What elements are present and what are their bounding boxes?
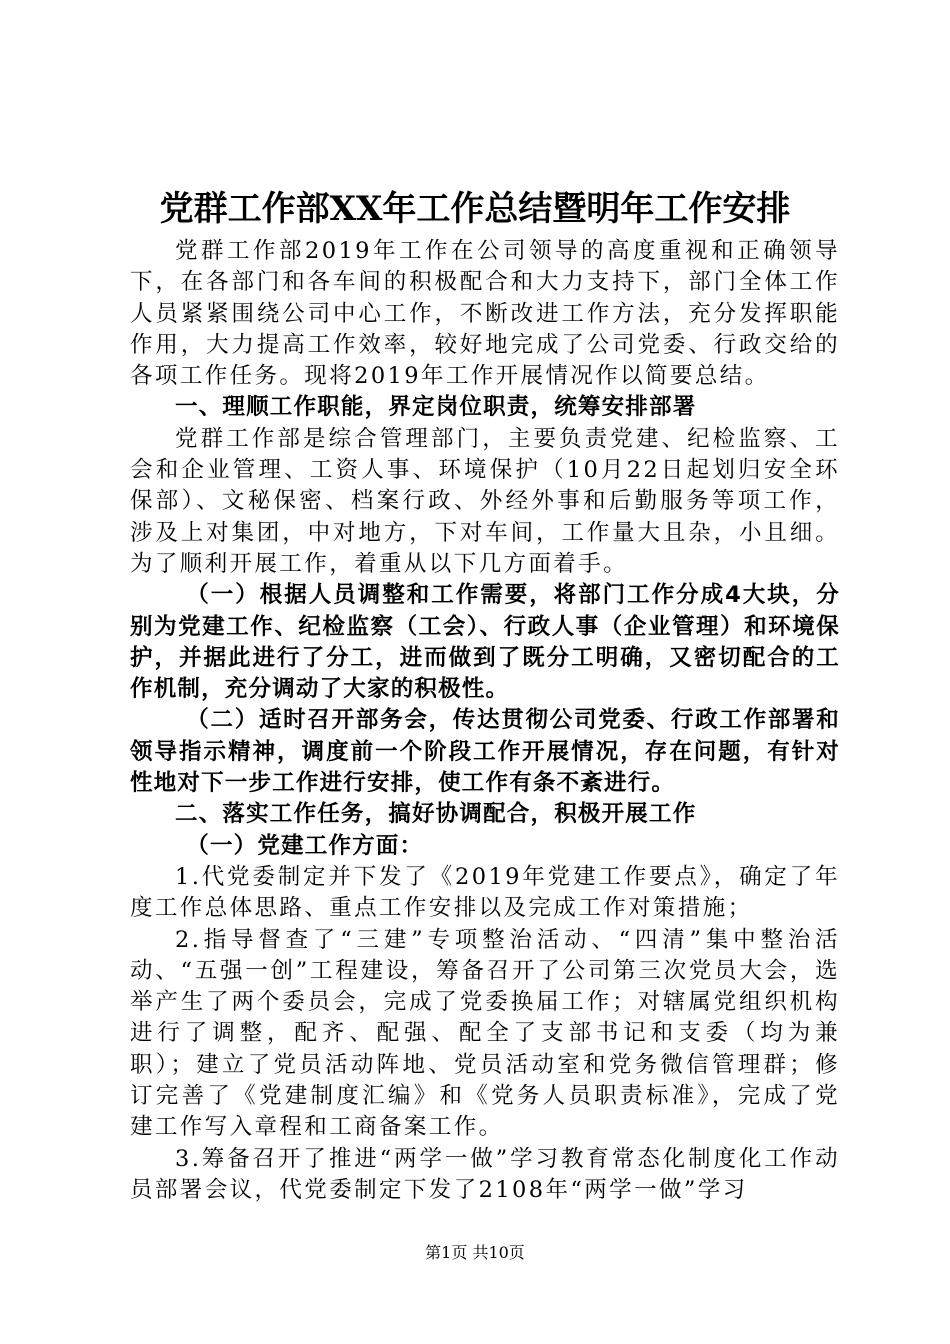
intro-paragraph: 党群工作部2019年工作在公司领导的高度重视和正确领导下，在各部门和各车间的积极配合和大力支持下，部门全体工作人员紧紧围绕公司中心工作，不断改进工作方法，充分发挥职能作用，大力提高工作效率，较好地完成了公司党委、行政交给的各项工作任务。现将2019年工作开展情况作以简要总结。: [130, 238, 840, 390]
subsection-paragraph-1: （一）根据人员调整和工作需要，将部门工作分成4大块，分别为党建工作、纪检监察（工会）、行政人事（企业管理）和环境保护，并据此进行了分工，进而做到了既分工明确，又密切配合的工作机制，充分调动了大家的积极性。: [130, 582, 840, 703]
section-heading-2: 二、落实工作任务，搞好协调配合，积极开展工作: [175, 801, 697, 828]
section-heading-1: 一、理顺工作职能，界定岗位职责，统筹安排部署: [175, 394, 697, 421]
document-body: [130, 236, 840, 1206]
subsection-heading: （一）党建工作方面：: [186, 832, 424, 859]
list-item-2: 2.指导督查了“三建”专项整治活动、“四清”集中整治活动、“五强一创”工程建设，筹备召开了公司第三次党员大会，选举产生了两个委员会，完成了党委换届工作；对辖属党组织机构进行了调整，配齐、配强、配全了支部书记和支委（均为兼职）；建立了党员活动阵地、党员活动室和党务微信管理群；修订完善了《党建制度汇编》和《党务人员职责标准》，完成了党建工作写入章程和工商备案工作。: [130, 926, 840, 1141]
body-paragraph: 党群工作部是综合管理部门，主要负责党建、纪检监察、工会和企业管理、工资人事、环境保护（10月22日起划归安全环保部）、文秘保密、档案行政、外经外事和后勤服务等项工作，涉及上对集团，中对地方，下对车间，工作量大且杂，小且细。为了顺利开展工作，着重从以下几方面着手。: [130, 425, 840, 577]
document-title: 党群工作部XX年工作总结暨明年工作安排: [159, 189, 791, 229]
subsection-paragraph-2: （二）适时召开部务会，传达贯彻公司党委、行政工作部署和领导指示精神，调度前一个阶段工作开展情况，存在问题，有针对性地对下一步工作进行安排，使工作有条不紊进行。: [130, 707, 840, 797]
page-footer: 第1页 共10页: [425, 1243, 525, 1262]
list-item-1: 1.代党委制定并下发了《2019年党建工作要点》，确定了年度工作总体思路、重点工作安排以及完成工作对策措施；: [130, 863, 840, 922]
list-item-3: 3.筹备召开了推进“两学一做”学习教育常态化制度化工作动员部署会议，代党委制定下发了2108年“两学一做”学习: [130, 1145, 840, 1203]
